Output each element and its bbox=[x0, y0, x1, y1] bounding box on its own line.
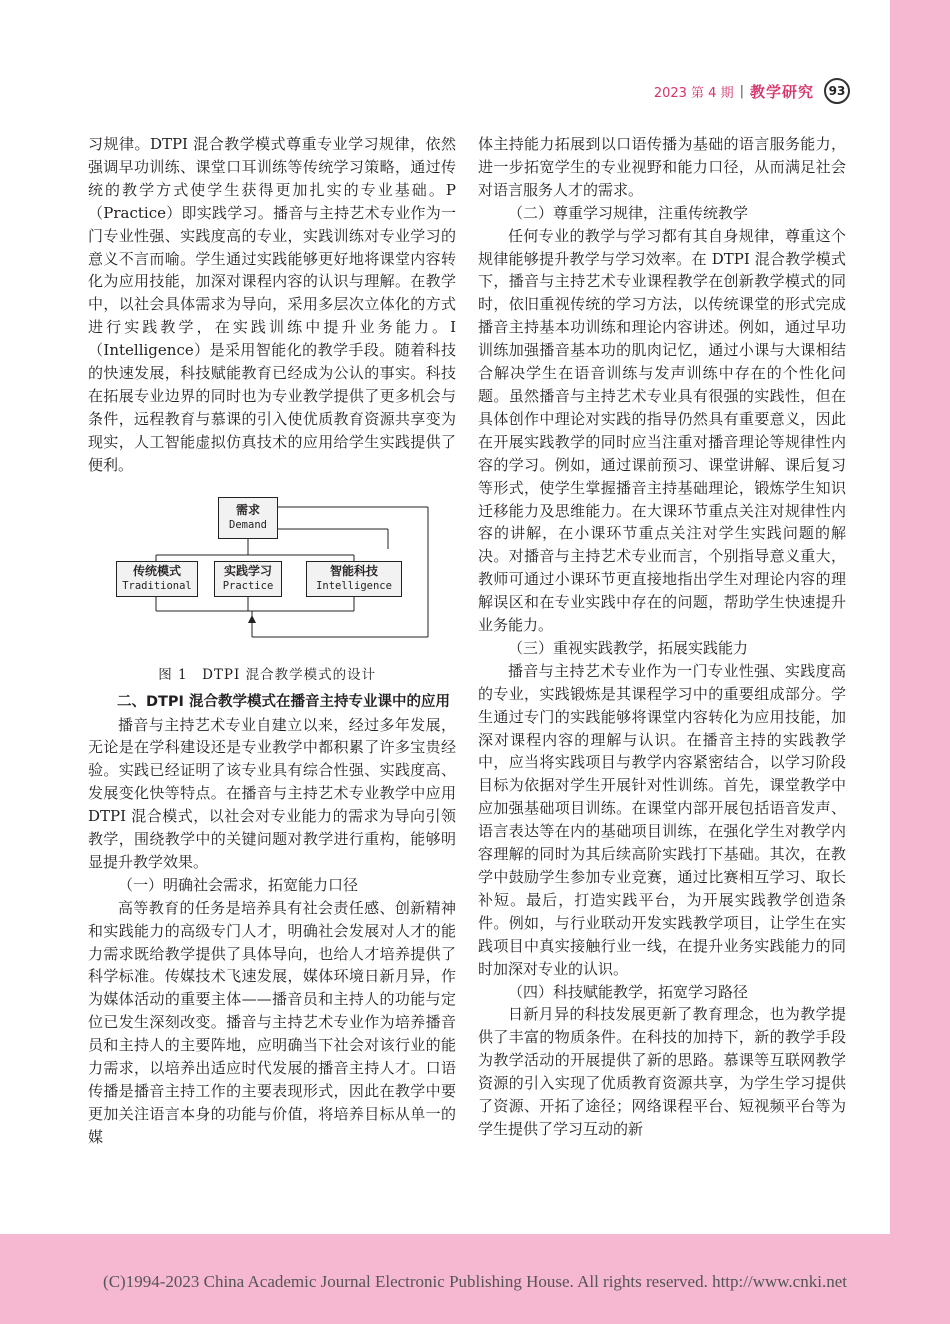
demand-box bbox=[218, 497, 278, 539]
left-column bbox=[88, 133, 456, 1149]
demand-label-zh: 需求 bbox=[235, 503, 260, 518]
traditional-label-en: Traditional bbox=[122, 580, 192, 593]
figure-caption: 图 1 DTPI 混合教学模式的设计 bbox=[158, 666, 377, 683]
intelligence-box bbox=[306, 561, 402, 597]
subsection-heading: （二）尊重学习规律，注重传统教学 bbox=[508, 203, 749, 222]
section-heading: 二、DTPI 混合教学模式在播音主持专业课中的应用 bbox=[117, 693, 450, 710]
body-paragraph: 体主持能力拓展到以口语传播为基础的语言服务能力，进一步拓宽学生的专业视野和能力口径，从而满足社会对语言服务人才的需求。 bbox=[478, 135, 846, 199]
body-paragraph: 日新月异的科技发展更新了教育理念，也为教学提供了丰富的物质条件。在科技的加持下，新的教学手段为教学活动的开展提供了新的思路。慕课等互联网教学资源的引入实现了优质教育资源共享，为学生学习提供了资源、开拓了途径；网络课程平台、短视频平台等为学生提供了学习互动的新 bbox=[478, 1005, 846, 1138]
body-paragraph: 习规律。DTPI 混合教学模式尊重专业学习规律，依然强调早功训练、课堂口耳训练等传统学习策略，通过传统的教学方式使学生获得更加扎实的专业基础。P（Practice）即实践学习。播音与主持艺术专业作为一门专业性强、实践度高的专业，实践训练对专业学习的意义不言而喻。学生通过实践能够更好地将课堂内容转化为应用技能，加深对课程内容的认识与理解。在教学中，以社会具体需求为导向，采用多层次立体化的方式进行实践教学，在实践训练中提升业务能力。I（Intelligence）是采用智能化的教学手段。随着科技的快速发展，科技赋能教育已经成为公认的事实。科技在拓展专业边界的同时也为专业教学提供了更多机会与条件，远程教育与慕课的引入使优质教育资源共享变为现实，人工智能虚拟仿真技术的应用给学生实践提供了便利。 bbox=[88, 135, 456, 474]
copyright-footer: (C)1994-2023 China Academic Journal Electronic Publishing House. All rights reserved. http://www.cnki.net bbox=[103, 1272, 847, 1291]
body-paragraph: 播音与主持艺术专业自建立以来，经过多年发展，无论是在学科建设还是专业教学中都积累了许多宝贵经验。实践已经证明了该专业具有综合性强、实践度高、发展变化快等特点。在播音与主持艺术专业教学中应用 DTPI 混合模式，以社会对专业能力的需求为导向引领教学，围绕教学中的关键问题对教学进行重构，能够明显提升教学效果。 bbox=[88, 715, 456, 871]
header-separator: | bbox=[739, 83, 744, 99]
running-header bbox=[600, 78, 850, 104]
traditional-box bbox=[116, 561, 198, 597]
practice-label-zh: 实践学习 bbox=[223, 564, 272, 579]
demand-label-en: Demand bbox=[229, 519, 267, 532]
page-margin-band-right bbox=[890, 0, 950, 1324]
subsection-heading: （三）重视实践教学，拓展实践能力 bbox=[508, 638, 749, 657]
column-name: 教学研究 bbox=[749, 82, 814, 101]
subsection-heading: （四）科技赋能教学，拓宽学习路径 bbox=[508, 982, 749, 1001]
practice-box bbox=[214, 561, 282, 597]
subsection-heading: （一）明确社会需求，拓宽能力口径 bbox=[118, 875, 359, 894]
figure-1-diagram bbox=[88, 497, 456, 647]
right-column bbox=[478, 133, 846, 1141]
traditional-label-zh: 传统模式 bbox=[132, 564, 181, 579]
intelligence-label-zh: 智能科技 bbox=[329, 564, 378, 579]
page-number: 93 bbox=[824, 78, 850, 104]
body-paragraph: 播音与主持艺术专业作为一门专业性强、实践度高的专业，实践锻炼是其课程学习中的重要组成部分。学生通过专门的实践能够将课堂内容转化为应用技能，加深对课程内容的理解与认识。在播音主持的实践教学中，应当将实践项目与教学内容紧密结合，以学习阶段目标为依据对学生开展针对性训练。首先，课堂教学中应加强基础项目训练。在课堂内部开展包括语音发声、语言表达等在内的基础项目训练，在强化学生对教学内容理解的同时为其后续高阶实践打下基础。其次，在教学中鼓励学生参加专业竞赛，通过比赛相互学习、取长补短。最后，打造实践平台，为开展实践教学创造条件。例如，与行业联动开发实践教学项目，让学生在实践项目中真实接触行业一线，在提升业务实践能力的同时加深对专业的认识。 bbox=[478, 661, 846, 978]
intelligence-label-en: Intelligence bbox=[316, 580, 392, 593]
body-paragraph: 任何专业的教学与学习都有其自身规律，尊重这个规律能够提升教学与学习效率。在 DTPI 混合教学模式下，播音与主持艺术专业课程教学在创新教学模式的同时，依旧重视传统的学习方法，以传统课堂的形式完成播音主持基本功训练和理论内容讲述。例如，通过早功训练加强播音基本功的肌肉记忆，通过小课与大课相结合解决学生在语音训练与发声训练中存在的个性化问题。虽然播音与主持艺术专业具有很强的实践性，但在具体创作中理论对实践的指导仍然具有重要意义，因此在开展实践教学的同时应当注重对播音理论等规律性内容的学习。例如，通过课前预习、课堂讲解、课后复习等形式，使学生掌握播音主持基础理论，锻炼学生知识迁移能力及思维能力。在大课环节重点关注对规律性内容的讲解，在小课环节重点关注对学生实践问题的解决。对播音与主持艺术专业而言，个别指导意义重大，教师可通过小课环节更直接地指出学生对理论内容的理解误区和在专业实践中存在的问题，帮助学生快速提升业务能力。 bbox=[478, 226, 846, 635]
practice-label-en: Practice bbox=[222, 580, 274, 593]
arrowhead-up bbox=[248, 615, 256, 623]
body-paragraph: 高等教育的任务是培养具有社会责任感、创新精神和实践能力的高级专门人才，明确社会发展对人才的能力需求既给教学提供了具体导向，也给人才培养提供了科学标准。传媒技术飞速发展，媒体环境日新月异，作为媒体活动的重要主体——播音员和主持人的功能与定位已发生深刻改变。播音与主持艺术专业作为培养播音员和主持人的主要阵地，应明确当下社会对该行业的能力需求，以培养出适应时代发展的播音主持人才。口语传播是播音主持工作的主要表现形式，因此在教学中要更加关注语言本身的功能与价值，将培养目标从单一的媒 bbox=[88, 898, 456, 1146]
issue-label: 2023 第 4 期 bbox=[653, 85, 734, 101]
